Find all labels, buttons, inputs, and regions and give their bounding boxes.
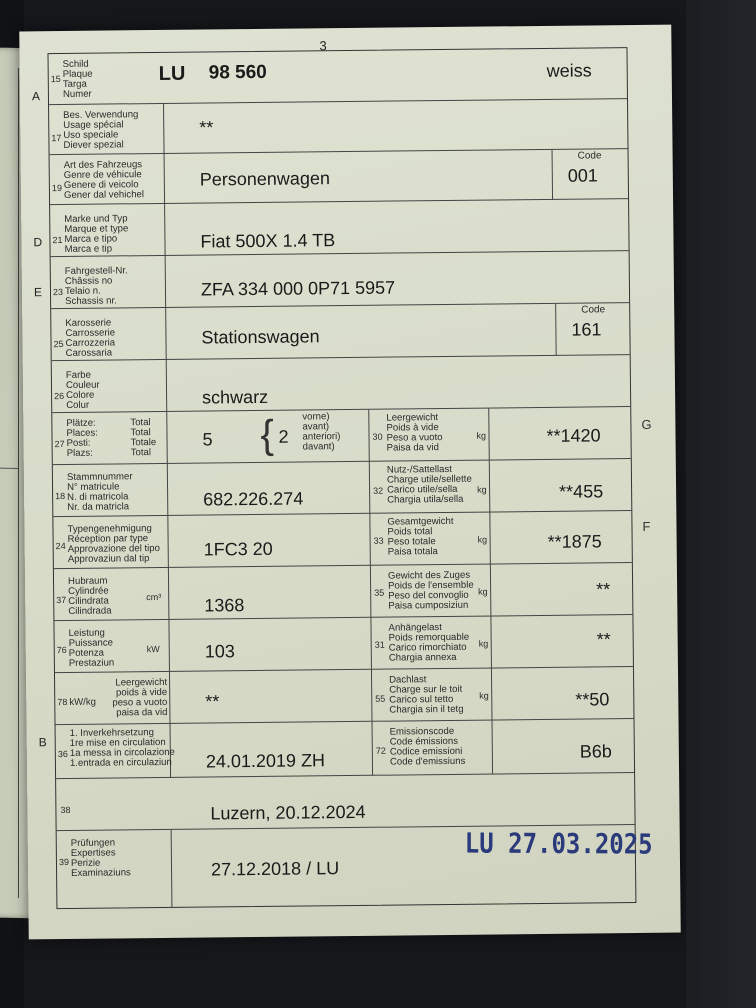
plate-color: weiss bbox=[546, 60, 592, 81]
train-weight-value: ** bbox=[596, 579, 611, 600]
row-displacement-train-weight bbox=[54, 562, 633, 621]
place-date-value: Luzern, 20.12.2024 bbox=[210, 801, 366, 824]
emission-value: B6b bbox=[579, 741, 612, 762]
plate-number: 98 560 bbox=[208, 61, 267, 84]
first-registration-label: 1. Inverkehrsetzung 1re mise en circulation 1a messa in circolazione 1.entrada en circulaziun bbox=[69, 727, 175, 769]
row-seats-empty-weight bbox=[52, 406, 631, 465]
row-power-trailer bbox=[54, 614, 633, 673]
unit: kg bbox=[478, 638, 489, 649]
row-vehicle-type bbox=[50, 148, 629, 205]
field-number: 19 bbox=[51, 183, 62, 194]
payload-label: Nutz-/Sattellast Charge utile/sellette Carico utile/sella Chargia utila/sella bbox=[386, 463, 472, 506]
vehicle-type-value: Personenwagen bbox=[199, 168, 331, 190]
roof-load-value: **50 bbox=[575, 689, 610, 710]
inspection-label: Prüfungen Expertises Perizie Examinaziuns bbox=[70, 837, 131, 879]
field-number: 38 bbox=[60, 804, 71, 816]
first-registration-value: 24.01.2019 ZH bbox=[205, 750, 326, 772]
unit: kg bbox=[479, 690, 489, 701]
roof-load-label: Dachlast Charge sur le toit Carico sul tetto Chargia sin il tetg bbox=[389, 674, 464, 716]
unit: kg bbox=[476, 430, 487, 441]
field-number: 35 bbox=[374, 587, 385, 598]
unit: kg bbox=[477, 484, 487, 495]
row-power-weight-roof-load bbox=[55, 666, 634, 725]
row-inspection bbox=[57, 824, 653, 909]
code-label: Code bbox=[577, 150, 602, 162]
row-colour bbox=[52, 354, 631, 413]
seats-label: Plätze: Places: Posti: Plazs: bbox=[66, 417, 99, 459]
side-letter-f: F bbox=[642, 518, 651, 534]
field-number: 33 bbox=[373, 535, 384, 546]
seats-front-value: 2 bbox=[278, 426, 289, 447]
field-number: 26 bbox=[54, 390, 65, 402]
trailer-label: Anhängelast Poids remorquable Carico rimorchiato Chargia annexa bbox=[388, 622, 470, 664]
field-number: 76 bbox=[56, 644, 67, 656]
inspection-value: 27.12.2018 / LU bbox=[210, 858, 340, 880]
unit: kW bbox=[146, 644, 160, 655]
unit: cm³ bbox=[146, 591, 162, 603]
type-approval-value: 1FC3 20 bbox=[203, 538, 273, 560]
vehicle-type-code: 001 bbox=[567, 165, 598, 186]
field-number: 31 bbox=[374, 639, 385, 650]
make-label: Marke und Typ Marque et type Marca e tipo Marca e tip bbox=[64, 213, 129, 255]
total-weight-label: Gesamtgewicht Poids total Peso totale Paisa totala bbox=[387, 515, 454, 558]
field-number: 18 bbox=[55, 490, 66, 502]
chassis-value: ZFA 334 000 0P71 5957 bbox=[200, 277, 396, 300]
row-matricule-payload bbox=[53, 458, 632, 517]
usage-label: Bes. Verwendung Usage spécial Uso speciale Diever spezial bbox=[63, 109, 139, 151]
unit: kW/kg bbox=[69, 696, 97, 708]
row-first-registration-emission bbox=[56, 718, 635, 779]
kw-kg-label: Leergewicht poids à vide peso a vuoto paisa da vid bbox=[112, 676, 168, 719]
inspection-stamp: LU 27.03.2025 bbox=[464, 827, 653, 861]
field-number: 27 bbox=[54, 438, 65, 450]
vehicle-type-label: Art des Fahrzeugs Genre de véhicule Genere di veicolo Gener dal vehichel bbox=[63, 159, 145, 201]
field-number: 37 bbox=[56, 594, 67, 606]
make-value: Fiat 500X 1.4 TB bbox=[200, 230, 336, 252]
payload-value: **455 bbox=[559, 481, 604, 502]
field-number: 78 bbox=[57, 696, 68, 708]
matricule-value: 682.226.274 bbox=[203, 488, 304, 510]
displacement-value: 1368 bbox=[204, 595, 245, 616]
body-value: Stationswagen bbox=[201, 326, 320, 348]
page-number: 3 bbox=[319, 38, 327, 54]
seats-front-label: vorne) avant) anteriori) davant) bbox=[302, 411, 341, 453]
field-number: 24 bbox=[55, 540, 66, 552]
chassis-label: Fahrgestell-Nr. Châssis no Telaio n. Schassis nr. bbox=[64, 265, 128, 307]
type-approval-label: Typengenehmigung Réception par type Approvazione del tipo Approvaziun dal tip bbox=[67, 523, 161, 565]
colour-label: Farbe Couleur Colore Colur bbox=[65, 369, 100, 411]
body-label: Karosserie Carrosserie Carrozzeria Carossaria bbox=[65, 317, 116, 359]
plate-label: Schild Plaque Targa Numer bbox=[62, 58, 93, 100]
side-letter-g: G bbox=[641, 416, 652, 432]
field-number: 36 bbox=[57, 748, 68, 760]
row-special-usage bbox=[49, 98, 628, 155]
matricule-label: Stammnummer N° matricule N. di matricola Nr. da matricla bbox=[66, 471, 133, 513]
kw-kg-value: ** bbox=[205, 691, 220, 712]
field-number: 25 bbox=[53, 338, 64, 350]
train-weight-label: Gewicht des Zuges Poids de l'ensemble Peso del convoglio Paisa cumposiziun bbox=[387, 569, 474, 612]
side-letter-b: B bbox=[38, 735, 47, 750]
field-number: 23 bbox=[52, 286, 64, 298]
row-type-approval-total-weight bbox=[53, 510, 632, 569]
trailer-value: ** bbox=[596, 629, 611, 650]
row-make-type bbox=[50, 198, 629, 257]
field-number: 15 bbox=[50, 74, 61, 85]
empty-weight-label: Leergewicht Poids à vide Peso a vuoto Paisa da vid bbox=[386, 412, 443, 454]
seats-value: 5 bbox=[202, 429, 213, 450]
field-number: 39 bbox=[58, 856, 70, 868]
registration-document-page bbox=[19, 25, 680, 940]
field-number: 21 bbox=[52, 234, 63, 246]
background-right bbox=[686, 0, 756, 1008]
field-number: 55 bbox=[375, 693, 386, 704]
seats-total-label: Total Total Totale Total bbox=[130, 417, 157, 459]
row-place-date bbox=[56, 772, 635, 831]
body-code: 161 bbox=[571, 319, 602, 340]
code-label: Code bbox=[581, 304, 606, 316]
displacement-label: Hubraum Cylindrée Cilindrata Cilindrada bbox=[67, 575, 112, 617]
total-weight-value: **1875 bbox=[547, 531, 602, 552]
colour-value: schwarz bbox=[202, 386, 269, 408]
plate-canton: LU bbox=[158, 62, 186, 85]
emission-label: Emissionscode Code émissions Codice emissioni Code d'emissiuns bbox=[389, 725, 466, 768]
power-label: Leistung Puissance Potenza Prestaziun bbox=[68, 627, 115, 669]
field-number: 72 bbox=[375, 745, 386, 756]
side-letter-e: E bbox=[33, 285, 43, 300]
power-value: 103 bbox=[204, 641, 235, 662]
row-body bbox=[51, 302, 630, 361]
field-number: 17 bbox=[51, 133, 62, 144]
side-letter-a: A bbox=[31, 89, 41, 104]
unit: kg bbox=[477, 534, 488, 545]
form-frame bbox=[47, 47, 653, 909]
row-plate bbox=[49, 48, 627, 104]
field-number: 30 bbox=[372, 431, 383, 442]
brace: { bbox=[260, 412, 275, 457]
usage-value: ** bbox=[199, 117, 214, 138]
empty-weight-value: **1420 bbox=[546, 425, 601, 446]
unit: kg bbox=[478, 586, 488, 597]
row-chassis-number bbox=[51, 250, 630, 309]
side-letter-d: D bbox=[33, 235, 43, 250]
field-number: 32 bbox=[373, 485, 384, 496]
